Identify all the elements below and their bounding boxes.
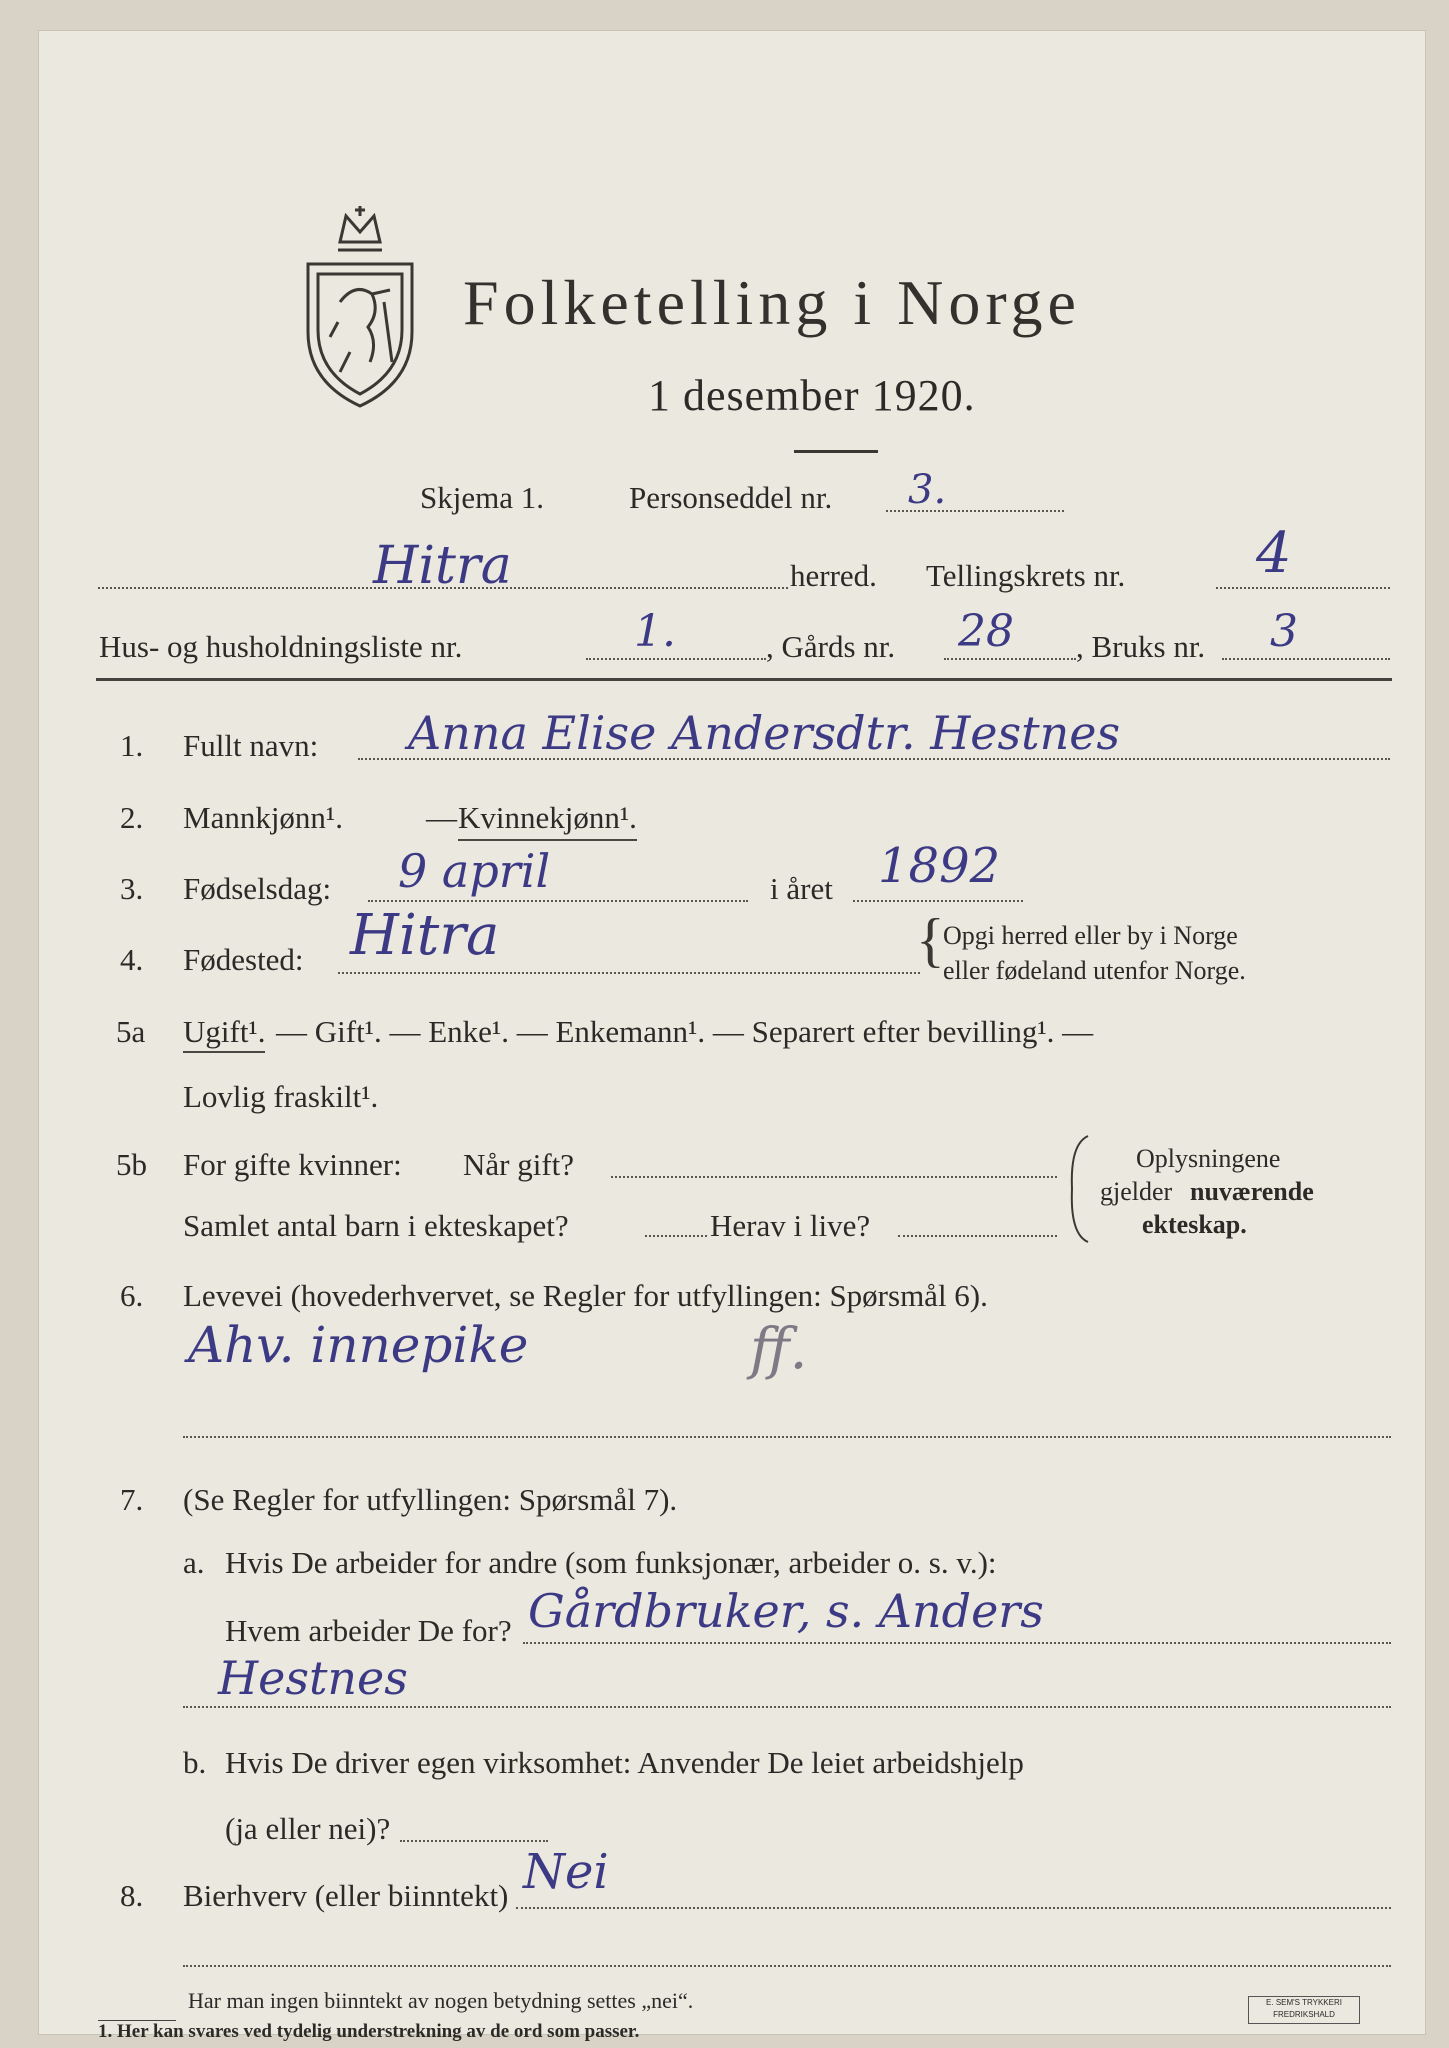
birthplace-value: Hitra bbox=[350, 903, 500, 968]
employer-value-line2: Hestnes bbox=[218, 1651, 408, 1705]
q4-note-line1: Opgi herred eller by i Norge bbox=[943, 921, 1238, 950]
birthday-field[interactable] bbox=[368, 900, 748, 902]
q5b-label: For gifte kvinner: bbox=[183, 1147, 402, 1182]
form-title: Folketelling i Norge bbox=[463, 267, 1081, 338]
side-income-value: Nei bbox=[523, 1844, 609, 1900]
bruks-field[interactable] bbox=[1222, 658, 1390, 660]
children-total-field[interactable] bbox=[645, 1235, 707, 1237]
divorced-option: Lovlig fraskilt¹. bbox=[183, 1079, 379, 1114]
norway-coat-of-arms bbox=[300, 202, 420, 410]
when-married-field[interactable] bbox=[611, 1176, 1057, 1178]
herred-label: herred. bbox=[790, 558, 877, 593]
hus-value: 1. bbox=[634, 606, 676, 657]
side-income-field-line2[interactable] bbox=[183, 1965, 1391, 1967]
skjema-label: Skjema 1. bbox=[420, 480, 544, 515]
tellingskrets-field[interactable] bbox=[1216, 587, 1390, 589]
occupation-value: Ahv. innepike bbox=[188, 1316, 529, 1374]
children-alive-label: Herav i live? bbox=[710, 1208, 871, 1243]
q7b-letter: b. bbox=[183, 1745, 207, 1780]
q4-note-brace: { bbox=[916, 907, 945, 973]
marital-options: — Gift¹. — Enke¹. — Enkemann¹. — Separert efter bevilling¹. — bbox=[276, 1014, 1094, 1049]
q5b-note-line2a: gjelder bbox=[1100, 1177, 1173, 1206]
q7b-line2: (ja eller nei)? bbox=[225, 1811, 391, 1846]
employer-field-line2[interactable] bbox=[183, 1706, 1391, 1708]
q4-number: 4. bbox=[120, 942, 144, 977]
occupation-field-line2[interactable] bbox=[183, 1436, 1391, 1438]
personseddel-label: Personseddel nr. bbox=[629, 480, 833, 515]
q2-number: 2. bbox=[120, 800, 144, 835]
q8-label: Bierhverv (eller biinntekt) bbox=[183, 1878, 509, 1913]
footnote: 1. Her kan svares ved tydelig understrekning av de ord som passer. bbox=[98, 2021, 640, 2042]
birthday-value: 9 april bbox=[398, 844, 551, 898]
year-label: i året bbox=[770, 871, 833, 906]
tellingskrets-label: Tellingskrets nr. bbox=[926, 558, 1126, 593]
bruks-label: , Bruks nr. bbox=[1076, 629, 1206, 664]
q5a-number: 5a bbox=[116, 1014, 146, 1049]
hus-label: Hus- og husholdningsliste nr. bbox=[99, 629, 463, 664]
q5b-note-line3: ekteskap. bbox=[1142, 1210, 1247, 1239]
q5b-note-line1: Oplysningene bbox=[1136, 1144, 1281, 1173]
side-income-field[interactable] bbox=[516, 1907, 1391, 1909]
title-divider bbox=[794, 450, 878, 453]
when-married-label: Når gift? bbox=[463, 1147, 575, 1182]
q8-number: 8. bbox=[120, 1878, 144, 1913]
children-alive-field[interactable] bbox=[898, 1235, 1057, 1237]
q5b-number: 5b bbox=[116, 1147, 147, 1182]
children-total-label: Samlet antal barn i ekteskapet? bbox=[183, 1208, 569, 1243]
male-option: Mannkjønn¹. bbox=[183, 800, 343, 835]
census-date: 1 desember 1920. bbox=[648, 371, 976, 420]
q4-note-line2: eller fødeland utenfor Norge. bbox=[943, 956, 1246, 985]
q7b-line1: Hvis De driver egen virksomhet: Anvender De leiet arbeidshjelp bbox=[225, 1745, 1024, 1780]
footer-note: Har man ingen biinntekt av nogen betydning settes „nei“. bbox=[188, 1988, 694, 2013]
q2-separator: — bbox=[426, 800, 457, 835]
q5b-note-line2b: nuværende bbox=[1190, 1177, 1314, 1206]
q4-label: Fødested: bbox=[183, 942, 304, 977]
q7a-letter: a. bbox=[183, 1545, 205, 1580]
personseddel-value: 3. bbox=[908, 467, 947, 513]
unmarried-option-underlined: Ugift¹. bbox=[183, 1016, 265, 1053]
header-divider bbox=[96, 678, 1392, 681]
q7-number: 7. bbox=[120, 1482, 144, 1517]
gards-value: 28 bbox=[958, 606, 1014, 657]
bruks-value: 3 bbox=[1270, 606, 1298, 657]
q7a-line2: Hvem arbeider De for? bbox=[225, 1613, 512, 1648]
q1-number: 1. bbox=[120, 728, 144, 763]
q3-number: 3. bbox=[120, 871, 144, 906]
q5b-note-bracket bbox=[1060, 1134, 1100, 1244]
q1-label: Fullt navn: bbox=[183, 728, 319, 763]
employer-value-line1: Gårdbruker, s. Anders bbox=[528, 1584, 1044, 1638]
hus-field[interactable] bbox=[586, 658, 766, 660]
q6-label: Levevei (hovederhvervet, se Regler for utfyllingen: Spørsmål 6). bbox=[183, 1278, 988, 1313]
q6-number: 6. bbox=[120, 1278, 144, 1313]
hired-help-field[interactable] bbox=[400, 1840, 548, 1842]
q3-label: Fødselsdag: bbox=[183, 871, 332, 906]
tellingskrets-value: 4 bbox=[1256, 521, 1292, 586]
gards-label: , Gårds nr. bbox=[766, 629, 896, 664]
birthplace-field[interactable] bbox=[338, 972, 920, 974]
birth-year-value: 1892 bbox=[878, 838, 1001, 894]
printer-stamp: E. SEM'S TRYKKERI FREDRIKSHALD bbox=[1248, 1996, 1360, 2024]
q7-label: (Se Regler for utfyllingen: Spørsmål 7). bbox=[183, 1482, 678, 1517]
employer-field-line1[interactable] bbox=[523, 1642, 1391, 1644]
full-name-value: Anna Elise Andersdtr. Hestnes bbox=[408, 706, 1121, 760]
birth-year-field[interactable] bbox=[853, 900, 1023, 902]
female-option-underlined: Kvinnekjønn¹. bbox=[458, 802, 637, 841]
q7a-line1: Hvis De arbeider for andre (som funksjonær, arbeider o. s. v.): bbox=[225, 1545, 997, 1580]
gards-field[interactable] bbox=[944, 658, 1076, 660]
herred-value: Hitra bbox=[373, 536, 512, 596]
occupation-code-mark: ff. bbox=[750, 1317, 808, 1382]
census-form-sheet bbox=[38, 30, 1426, 2042]
